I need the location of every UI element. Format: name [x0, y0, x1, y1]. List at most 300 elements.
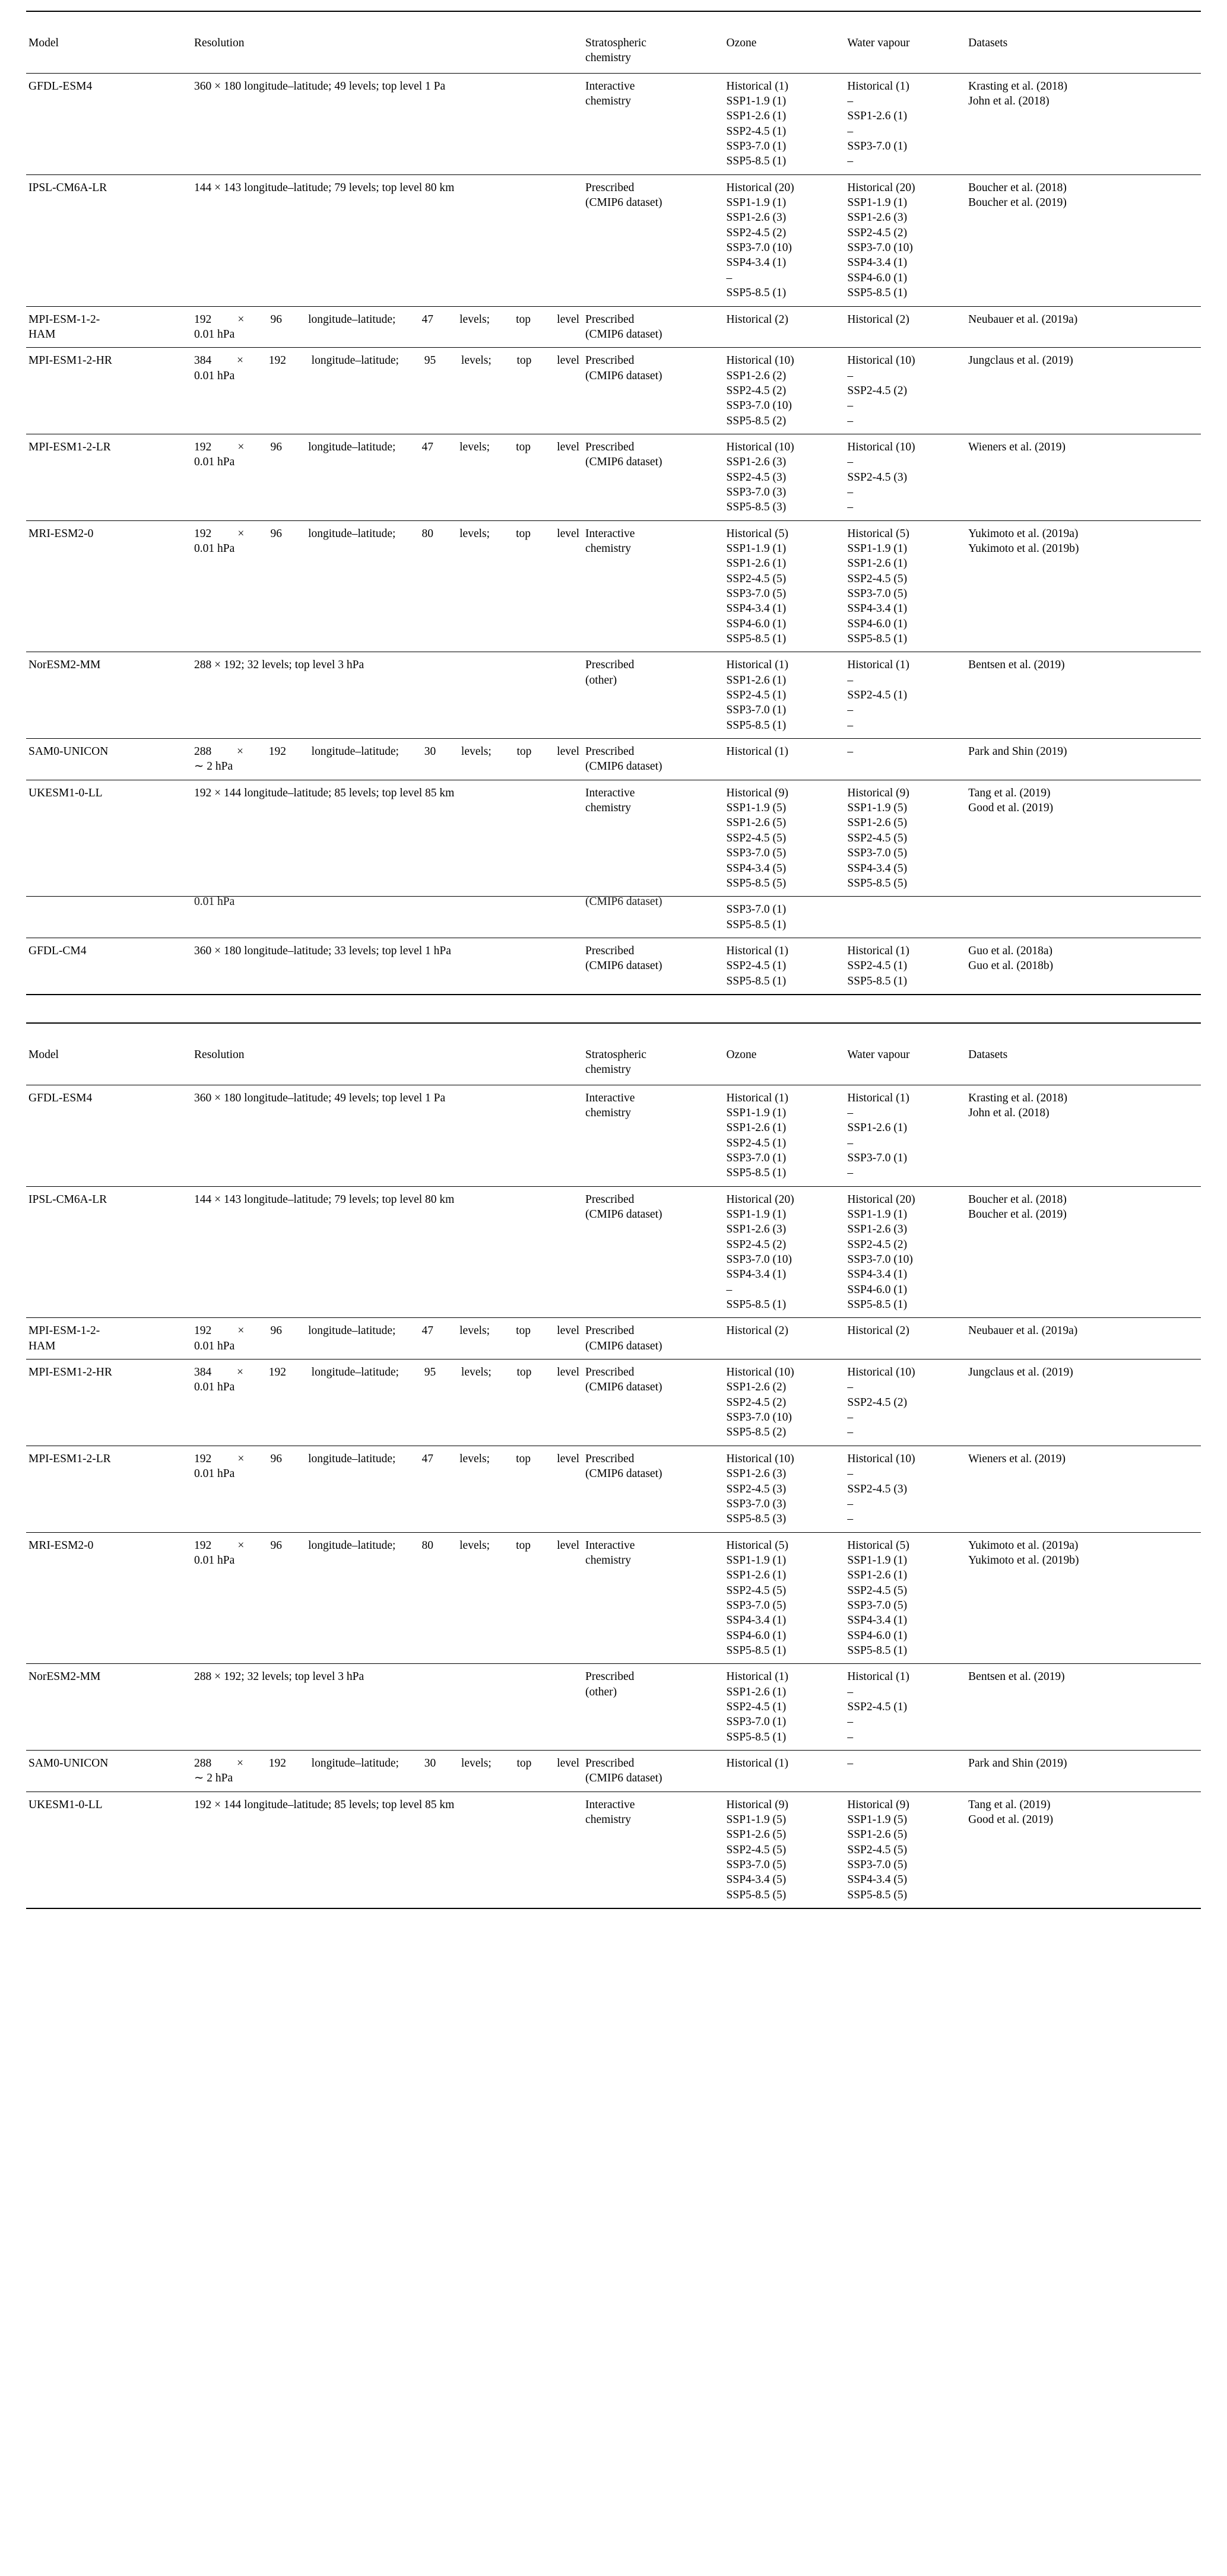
water-line: SSP2-4.5 (2) — [847, 384, 908, 397]
water-line: SSP1-2.6 (5) — [847, 1828, 908, 1841]
cell-ozone — [724, 739, 845, 780]
ozone-line: SSP1-1.9 (1) — [726, 1106, 787, 1119]
water-line: Historical (10) — [847, 440, 915, 453]
ozone-line: SSP2-4.5 (2) — [726, 384, 787, 397]
strat-line: Prescribed — [585, 659, 635, 672]
water-line: SSP2-4.5 (1) — [847, 1700, 908, 1713]
dataset-line: John et al. (2018) — [968, 1106, 1050, 1119]
cell-datasets — [966, 780, 1201, 896]
ozone-line: Historical (20) — [726, 181, 794, 194]
cell-strat — [583, 1532, 724, 1664]
cell-datasets-clipped — [966, 897, 1201, 938]
cell-water — [845, 348, 966, 434]
strat-line: Prescribed — [585, 1452, 635, 1465]
strat-line: chemistry — [585, 1106, 631, 1119]
water-line: SSP2-4.5 (5) — [847, 831, 908, 844]
ozone-line: SSP2-4.5 (1) — [726, 125, 787, 138]
dataset-line: Yukimoto et al. (2019b) — [968, 1554, 1079, 1567]
column-header-datasets: Datasets — [966, 28, 1201, 73]
cell-strat — [583, 652, 724, 739]
cell-strat — [583, 938, 724, 995]
cell-ozone — [724, 73, 845, 174]
ozone-line: SSP3-7.0 (1) — [726, 140, 787, 153]
cell-resolution: 192 × 144 longitude–latitude; 85 levels; top level 85 km — [192, 780, 583, 896]
cell-datasets — [966, 1186, 1201, 1318]
ozone-line: SSP1-2.6 (1) — [726, 1569, 787, 1582]
strat-line: (CMIP6 dataset) — [585, 369, 662, 382]
ozone-line: SSP2-4.5 (1) — [726, 960, 787, 973]
dataset-line: Tang et al. (2019) — [968, 786, 1051, 799]
water-line: SSP2-4.5 (2) — [847, 1238, 908, 1251]
table-row — [26, 434, 1201, 520]
water-line: SSP2-4.5 (1) — [847, 960, 908, 973]
water-line: SSP4-3.4 (1) — [847, 1614, 908, 1627]
ozone-line: SSP2-4.5 (3) — [726, 1482, 787, 1495]
cell-datasets — [966, 1532, 1201, 1664]
cell-model: MRI-ESM2-0 — [26, 1532, 192, 1664]
dataset-line: Yukimoto et al. (2019b) — [968, 542, 1079, 555]
dataset-line: Neubauer et al. (2019a) — [968, 1324, 1078, 1338]
water-line: Historical (2) — [847, 313, 909, 326]
ozone-line: SSP5-8.5 (1) — [726, 974, 787, 987]
cell-model: UKESM1-0-LL — [26, 780, 192, 896]
water-line: SSP5-8.5 (1) — [847, 974, 908, 987]
ozone-line: SSP1-1.9 (5) — [726, 1813, 787, 1827]
cell-model: SAM0-UNICON — [26, 739, 192, 780]
resolution-line: ∼ 2 hPa — [194, 760, 233, 773]
strat-line: Interactive — [585, 80, 635, 93]
water-line: SSP1-2.6 (5) — [847, 817, 908, 830]
strat-line: (CMIP6 dataset) — [585, 1772, 662, 1785]
water-line: SSP3-7.0 (5) — [847, 1599, 908, 1612]
water-line: SSP1-1.9 (5) — [847, 802, 908, 815]
ozone-line: SSP3-7.0 (1) — [726, 1716, 787, 1729]
water-line: Historical (1) — [847, 944, 909, 957]
ozone-line: SSP5-8.5 (5) — [726, 1888, 787, 1901]
cell-strat-clipped — [583, 897, 724, 938]
cell-model: UKESM1-0-LL — [26, 1792, 192, 1908]
strat-line: (CMIP6 dataset) — [585, 760, 662, 773]
water-line: SSP5-8.5 (1) — [847, 287, 908, 300]
ozone-line: SSP4-6.0 (1) — [726, 1629, 787, 1642]
strat-line: (CMIP6 dataset) — [585, 1468, 662, 1481]
water-line: SSP2-4.5 (5) — [847, 1843, 908, 1856]
dataset-line: Boucher et al. (2018) — [968, 1193, 1067, 1206]
water-line: – — [847, 1136, 854, 1149]
ozone-line: SSP4-3.4 (1) — [726, 602, 787, 615]
resolution-line: 192 × 96 longitude–latitude; 47 levels; top level — [194, 1452, 580, 1465]
cell-resolution — [192, 1532, 583, 1664]
strat-line: Interactive — [585, 1091, 635, 1104]
resolution-line: 0.01 hPa — [194, 456, 235, 469]
resolution-line: 192 × 96 longitude–latitude; 47 levels; top level — [194, 313, 580, 326]
column-header-model: Model — [26, 1040, 192, 1085]
resolution-line: ∼ 2 hPa — [194, 1772, 233, 1785]
water-line: – — [847, 1381, 854, 1394]
table-row — [26, 1318, 1201, 1360]
water-line: SSP2-4.5 (5) — [847, 1584, 908, 1597]
water-line: – — [847, 414, 854, 427]
cell-resolution: 360 × 180 longitude–latitude; 49 levels; top level 1 Pa — [192, 1085, 583, 1186]
water-line: SSP2-4.5 (3) — [847, 471, 908, 484]
resolution-line: 0.01 hPa — [194, 1468, 235, 1481]
strat-line: Prescribed — [585, 181, 635, 194]
strat-line: Interactive — [585, 1539, 635, 1552]
water-line: Historical (20) — [847, 181, 915, 194]
cell-model: GFDL-CM4 — [26, 938, 192, 995]
strat-line: Interactive — [585, 527, 635, 540]
ozone-line: Historical (5) — [726, 527, 789, 540]
cell-resolution: 192 × 144 longitude–latitude; 85 levels; top level 85 km — [192, 1792, 583, 1908]
cell-resolution — [192, 739, 583, 780]
cell-water — [845, 652, 966, 739]
resolution-line: 0.01 hPa — [194, 369, 235, 382]
water-line: SSP4-6.0 (1) — [847, 1629, 908, 1642]
dataset-line: Wieners et al. (2019) — [968, 440, 1066, 453]
water-line: SSP4-3.4 (1) — [847, 1268, 908, 1281]
table-row — [26, 1751, 1201, 1792]
cell-model-clipped — [26, 897, 192, 938]
ozone-line: SSP4-3.4 (1) — [726, 1614, 787, 1627]
ozone-line: SSP3-7.0 (5) — [726, 1599, 787, 1612]
table-row — [26, 174, 1201, 306]
ozone-line: SSP1-2.6 (1) — [726, 557, 787, 570]
ozone-line: SSP5-8.5 (1) — [726, 918, 787, 931]
ozone-line: SSP5-8.5 (1) — [726, 633, 787, 646]
strat-line: (other) — [585, 1685, 617, 1698]
dataset-line: Good et al. (2019) — [968, 1813, 1054, 1827]
ozone-line: Historical (2) — [726, 313, 789, 326]
cell-strat — [583, 1751, 724, 1792]
table-row — [26, 739, 1201, 780]
strat-line: Prescribed — [585, 1366, 635, 1379]
water-line: Historical (9) — [847, 1798, 909, 1811]
ozone-line: SSP5-8.5 (3) — [726, 501, 787, 514]
water-line: – — [847, 1716, 854, 1729]
ozone-line: Historical (20) — [726, 1193, 794, 1206]
table-row — [26, 1664, 1201, 1751]
cell-datasets — [966, 306, 1201, 348]
table-1-body — [26, 73, 1201, 995]
model-line: MPI-ESM-1-2- — [28, 313, 100, 326]
ozone-line: Historical (2) — [726, 1324, 789, 1338]
resolution-line: 0.01 hPa — [194, 1381, 235, 1394]
water-line: Historical (20) — [847, 1193, 915, 1206]
water-line: – — [847, 704, 854, 717]
cell-resolution — [192, 348, 583, 434]
table-row — [26, 520, 1201, 652]
water-line: – — [847, 399, 854, 412]
ozone-line: SSP1-2.6 (3) — [726, 1223, 787, 1236]
ozone-line: SSP2-4.5 (5) — [726, 572, 787, 585]
dataset-line: Neubauer et al. (2019a) — [968, 313, 1078, 326]
water-line: SSP1-1.9 (1) — [847, 542, 908, 555]
ozone-line: Historical (1) — [726, 1670, 789, 1684]
cell-ozone — [724, 1318, 845, 1360]
cell-water — [845, 1446, 966, 1532]
water-line: – — [847, 1411, 854, 1424]
cell-ozone — [724, 1792, 845, 1908]
ozone-line: SSP3-7.0 (3) — [726, 485, 787, 498]
cell-resolution: 360 × 180 longitude–latitude; 33 levels; top level 1 hPa — [192, 938, 583, 995]
water-line: SSP1-1.9 (1) — [847, 196, 908, 209]
strat-line: Prescribed — [585, 1193, 635, 1206]
ozone-line: Historical (1) — [726, 1091, 789, 1104]
strat-line: Prescribed — [585, 944, 635, 957]
table-1-header — [26, 11, 1201, 73]
water-line: SSP5-8.5 (1) — [847, 1298, 908, 1311]
ozone-line: SSP4-3.4 (5) — [726, 862, 787, 875]
model-table-1 — [26, 11, 1201, 995]
strat-line: (CMIP6 dataset) — [585, 1381, 662, 1394]
water-line: SSP3-7.0 (5) — [847, 1859, 908, 1872]
cell-model: MRI-ESM2-0 — [26, 520, 192, 652]
table-row — [26, 780, 1201, 896]
water-line: SSP1-1.9 (1) — [847, 1554, 908, 1567]
ozone-line: SSP1-2.6 (2) — [726, 1381, 787, 1394]
water-line: SSP3-7.0 (10) — [847, 242, 913, 255]
cell-strat — [583, 1446, 724, 1532]
cell-water — [845, 938, 966, 995]
resolution-line: 192 × 96 longitude–latitude; 80 levels; top level — [194, 527, 580, 540]
column-header-datasets: Datasets — [966, 1040, 1201, 1085]
resolution-line: 0.01 hPa — [194, 542, 235, 555]
table-2-toprule — [26, 1023, 1201, 1040]
ozone-line: SSP2-4.5 (1) — [726, 1136, 787, 1149]
water-line: SSP2-4.5 (1) — [847, 689, 908, 702]
cell-datasets — [966, 348, 1201, 434]
ozone-line: Historical (10) — [726, 1366, 794, 1379]
cell-water — [845, 739, 966, 780]
ozone-line: – — [726, 1283, 733, 1296]
strat-line: (CMIP6 dataset) — [585, 1339, 662, 1352]
strat-line: (other) — [585, 674, 617, 687]
ozone-line: SSP2-4.5 (5) — [726, 831, 787, 844]
water-line: – — [847, 501, 854, 514]
dataset-line: Wieners et al. (2019) — [968, 1452, 1066, 1465]
ozone-line: SSP5-8.5 (1) — [726, 1644, 787, 1657]
water-line: Historical (1) — [847, 659, 909, 672]
cell-water — [845, 1532, 966, 1664]
column-header-water-vapour: Water vapour — [845, 28, 966, 73]
water-line: SSP1-2.6 (3) — [847, 1223, 908, 1236]
ozone-line: SSP3-7.0 (10) — [726, 1411, 792, 1424]
ozone-line: SSP2-4.5 (2) — [726, 226, 787, 239]
ozone-line: SSP4-3.4 (1) — [726, 1268, 787, 1281]
ozone-line: SSP3-7.0 (5) — [726, 587, 787, 600]
cell-resolution — [192, 1360, 583, 1446]
water-line: Historical (9) — [847, 786, 909, 799]
dataset-line: Krasting et al. (2018) — [968, 1091, 1067, 1104]
cell-resolution — [192, 520, 583, 652]
water-line: – — [847, 95, 854, 108]
dataset-line: Boucher et al. (2018) — [968, 181, 1067, 194]
cell-strat — [583, 174, 724, 306]
water-line: SSP3-7.0 (5) — [847, 587, 908, 600]
ozone-line: Historical (10) — [726, 354, 794, 367]
dataset-line: Krasting et al. (2018) — [968, 80, 1067, 93]
cell-ozone — [724, 652, 845, 739]
cell-water — [845, 174, 966, 306]
strat-header-line-2: chemistry — [585, 52, 631, 65]
dataset-line: Yukimoto et al. (2019a) — [968, 527, 1079, 540]
water-line: – — [847, 125, 854, 138]
cell-water-clipped — [845, 897, 966, 938]
ozone-line: SSP1-2.6 (2) — [726, 369, 787, 382]
cell-datasets — [966, 434, 1201, 520]
ozone-line: SSP5-8.5 (1) — [726, 1298, 787, 1311]
cell-model: MPI-ESM1-2-HR — [26, 1360, 192, 1446]
cell-datasets — [966, 1360, 1201, 1446]
cell-strat — [583, 1360, 724, 1446]
cell-resolution-clipped — [192, 897, 583, 938]
cell-resolution — [192, 306, 583, 348]
dataset-line: Guo et al. (2018b) — [968, 960, 1054, 973]
water-line: – — [847, 1730, 854, 1743]
resolution-fragment: 0.01 hPa — [194, 895, 235, 909]
water-line: SSP3-7.0 (1) — [847, 140, 908, 153]
dataset-line: Jungclaus et al. (2019) — [968, 1366, 1073, 1379]
cell-datasets — [966, 73, 1201, 174]
table-row — [26, 1085, 1201, 1186]
dataset-line: Tang et al. (2019) — [968, 1798, 1051, 1811]
strat-fragment: (CMIP6 dataset) — [585, 895, 662, 909]
ozone-line: SSP4-3.4 (1) — [726, 256, 787, 269]
cell-resolution: 144 × 143 longitude–latitude; 79 levels; top level 80 km — [192, 1186, 583, 1318]
water-line: – — [847, 1167, 854, 1180]
table-1-toprule — [26, 11, 1201, 28]
cell-model — [26, 1318, 192, 1360]
water-line: Historical (1) — [847, 80, 909, 93]
table-row — [26, 348, 1201, 434]
cell-ozone — [724, 306, 845, 348]
ozone-line: SSP3-7.0 (1) — [726, 704, 787, 717]
water-line: – — [847, 745, 854, 758]
toprule-cell — [26, 11, 1201, 28]
water-line: Historical (5) — [847, 527, 909, 540]
ozone-line: Historical (5) — [726, 1539, 789, 1552]
column-header-stratospheric-chemistry — [583, 28, 724, 73]
column-header-model: Model — [26, 28, 192, 73]
ozone-line: SSP1-2.6 (1) — [726, 1122, 787, 1135]
strat-line: chemistry — [585, 95, 631, 108]
dataset-line: John et al. (2018) — [968, 95, 1050, 108]
water-line: SSP1-2.6 (1) — [847, 1122, 908, 1135]
ozone-line: SSP1-2.6 (5) — [726, 817, 787, 830]
ozone-line: SSP5-8.5 (2) — [726, 414, 787, 427]
model-table-2 — [26, 1022, 1201, 1909]
ozone-line: SSP5-8.5 (5) — [726, 876, 787, 890]
ozone-line: SSP5-8.5 (1) — [726, 155, 787, 168]
ozone-line: Historical (10) — [726, 1452, 794, 1465]
cell-water — [845, 1360, 966, 1446]
ozone-line: SSP1-2.6 (1) — [726, 1685, 787, 1698]
cell-strat — [583, 520, 724, 652]
model-line: HAM — [28, 328, 56, 341]
ozone-line: SSP2-4.5 (3) — [726, 471, 787, 484]
water-line: SSP4-6.0 (1) — [847, 1283, 908, 1296]
cell-datasets — [966, 739, 1201, 780]
table-2-header-row — [26, 1040, 1201, 1085]
column-header-ozone: Ozone — [724, 1040, 845, 1085]
ozone-line: Historical (1) — [726, 745, 789, 758]
ozone-line: SSP2-4.5 (1) — [726, 1700, 787, 1713]
ozone-line: SSP1-1.9 (1) — [726, 196, 787, 209]
table-row — [26, 652, 1201, 739]
ozone-line: SSP5-8.5 (1) — [726, 1167, 787, 1180]
cell-ozone — [724, 520, 845, 652]
ozone-line: Historical (1) — [726, 659, 789, 672]
cell-datasets — [966, 1085, 1201, 1186]
cell-ozone — [724, 1360, 845, 1446]
water-line: SSP1-2.6 (3) — [847, 211, 908, 224]
clip-wrapper — [194, 895, 579, 915]
cell-strat — [583, 739, 724, 780]
cell-water — [845, 1085, 966, 1186]
water-line: SSP1-2.6 (1) — [847, 1569, 908, 1582]
cell-strat — [583, 1664, 724, 1751]
cell-model: GFDL-ESM4 — [26, 1085, 192, 1186]
cell-datasets — [966, 652, 1201, 739]
cell-strat — [583, 434, 724, 520]
dataset-line: Park and Shin (2019) — [968, 1757, 1067, 1770]
strat-header-line-2: chemistry — [585, 1063, 631, 1076]
ozone-line: SSP1-1.9 (1) — [726, 1554, 787, 1567]
cell-strat — [583, 348, 724, 434]
ozone-line: – — [726, 271, 733, 284]
ozone-line: SSP2-4.5 (2) — [726, 1238, 787, 1251]
column-header-ozone: Ozone — [724, 28, 845, 73]
water-line: – — [847, 155, 854, 168]
strat-line: Prescribed — [585, 1757, 635, 1770]
ozone-line: SSP3-7.0 (10) — [726, 242, 792, 255]
ozone-line: SSP1-2.6 (3) — [726, 211, 787, 224]
cell-resolution — [192, 1446, 583, 1532]
cell-water — [845, 434, 966, 520]
cell-water — [845, 1664, 966, 1751]
cell-ozone — [724, 1446, 845, 1532]
dataset-line: Jungclaus et al. (2019) — [968, 354, 1073, 367]
clip-wrapper — [585, 895, 720, 915]
cell-ozone — [724, 348, 845, 434]
cell-ozone — [724, 1085, 845, 1186]
ozone-line: SSP3-7.0 (10) — [726, 1253, 792, 1266]
ozone-line: SSP2-4.5 (5) — [726, 1843, 787, 1856]
dataset-line: Park and Shin (2019) — [968, 745, 1067, 758]
ozone-line: Historical (1) — [726, 1757, 789, 1770]
cell-datasets — [966, 520, 1201, 652]
cell-model — [26, 306, 192, 348]
water-line: SSP1-1.9 (5) — [847, 1813, 908, 1827]
table-row — [26, 938, 1201, 995]
table-1-header-row — [26, 28, 1201, 73]
dataset-line: Boucher et al. (2019) — [968, 196, 1067, 209]
ozone-line: Historical (1) — [726, 80, 789, 93]
strat-line: Prescribed — [585, 313, 635, 326]
water-line: – — [847, 369, 854, 382]
cell-strat — [583, 1318, 724, 1360]
cell-strat — [583, 73, 724, 174]
cell-model: IPSL-CM6A-LR — [26, 174, 192, 306]
water-line: – — [847, 674, 854, 687]
ozone-line: Historical (9) — [726, 1798, 789, 1811]
strat-line: chemistry — [585, 1813, 631, 1827]
resolution-line: 0.01 hPa — [194, 1339, 235, 1352]
ozone-line: SSP5-8.5 (2) — [726, 1426, 787, 1439]
cell-ozone — [724, 1532, 845, 1664]
cell-ozone — [724, 1664, 845, 1751]
water-line: SSP4-3.4 (5) — [847, 1873, 908, 1886]
